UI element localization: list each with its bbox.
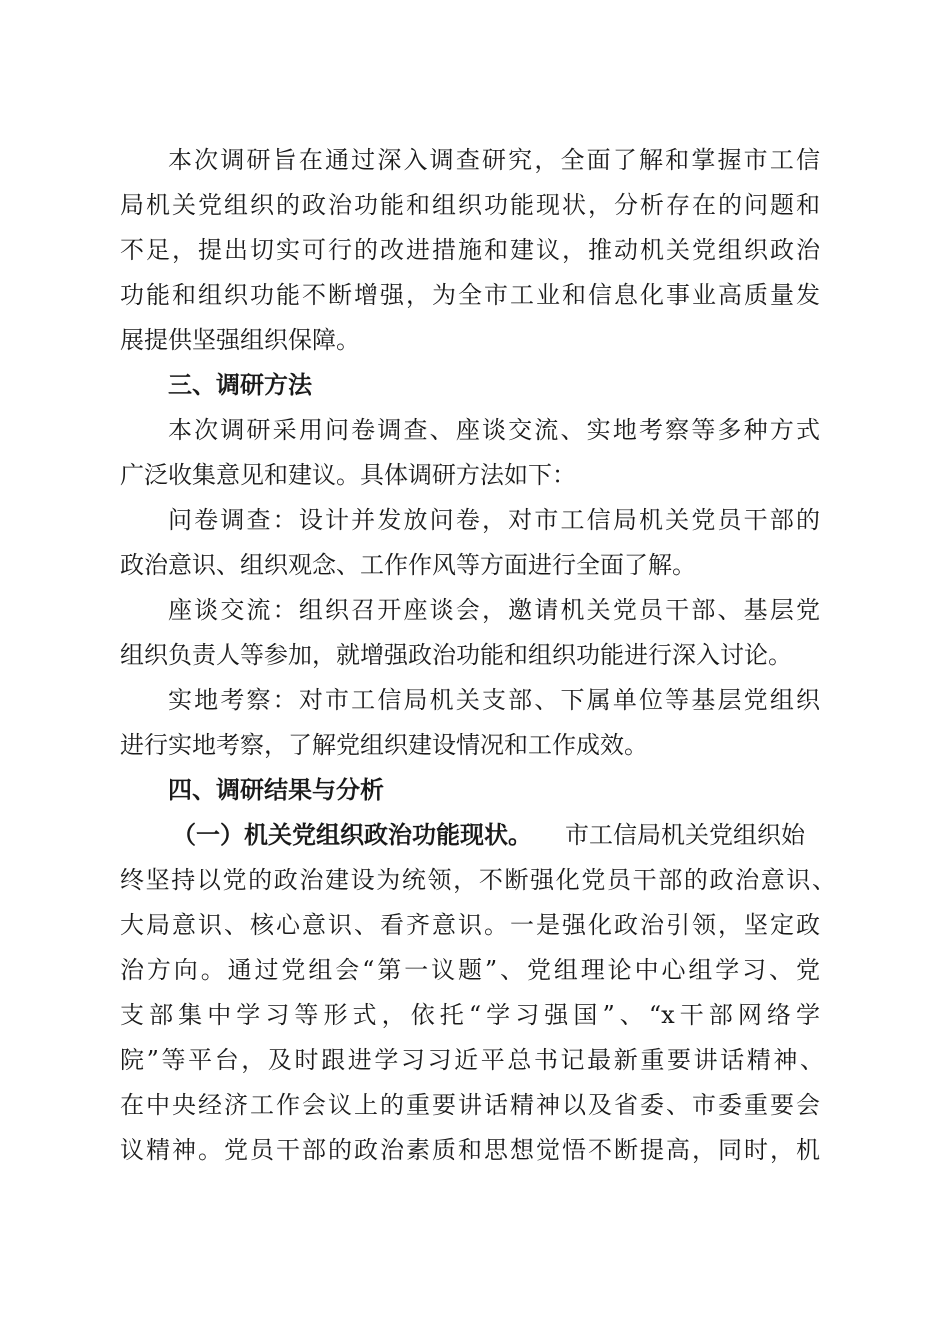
paragraph-line: 广泛收集意见和建议。具体调研方法如下：: [120, 461, 576, 489]
paragraph-line: 市工信局机关党组织始: [565, 821, 805, 849]
paragraph-line: 治方向。通过党组会“第一议题”、党组理论中心组学习、党: [120, 956, 820, 984]
paragraph-line: 终坚持以党的政治建设为统领，不断强化党员干部的政治意识、: [120, 866, 836, 894]
paragraph-line: 实地考察：对市工信局机关支部、下属单位等基层党组织: [168, 686, 820, 714]
section-heading: 三、调研方法: [168, 371, 312, 399]
paragraph-line: 座谈交流：组织召开座谈会，邀请机关党员干部、基层党: [168, 596, 820, 624]
paragraph-line: 组织负责人等参加，就增强政治功能和组织功能进行深入讨论。: [120, 641, 792, 669]
paragraph-line: 功能和组织功能不断增强，为全市工业和信息化事业高质量发: [120, 281, 820, 309]
paragraph-line: 展提供坚强组织保障。: [120, 326, 360, 354]
paragraph-line: 本次调研采用问卷调查、座谈交流、实地考察等多种方式: [168, 416, 820, 444]
paragraph-line: 不足，提出切实可行的改进措施和建议，推动机关党组织政治: [120, 236, 820, 264]
paragraph-line: 支部集中学习等形式，依托“学习强国”、“x干部网络学: [120, 1001, 820, 1029]
paragraph-line: 进行实地考察，了解党组织建设情况和工作成效。: [120, 731, 648, 759]
subsection-heading: （一）机关党组织政治功能现状。: [172, 820, 532, 849]
paragraph-line: 大局意识、核心意识、看齐意识。一是强化政治引领，坚定政: [120, 911, 820, 939]
paragraph-line: 在中央经济工作会议上的重要讲话精神以及省委、市委重要会: [120, 1091, 820, 1119]
paragraph-line: 院”等平台，及时跟进学习习近平总书记最新重要讲话精神、: [120, 1046, 824, 1074]
paragraph-line: 问卷调查：设计并发放问卷，对市工信局机关党员干部的: [168, 506, 820, 534]
paragraph-line: 局机关党组织的政治功能和组织功能现状，分析存在的问题和: [120, 191, 820, 219]
paragraph-line: 政治意识、组织观念、工作作风等方面进行全面了解。: [120, 551, 696, 579]
section-heading: 四、调研结果与分析: [168, 776, 384, 804]
paragraph-line: 本次调研旨在通过深入调查研究，全面了解和掌握市工信: [168, 146, 820, 174]
paragraph-line: 议精神。党员干部的政治素质和思想觉悟不断提高，同时，机: [120, 1136, 820, 1164]
